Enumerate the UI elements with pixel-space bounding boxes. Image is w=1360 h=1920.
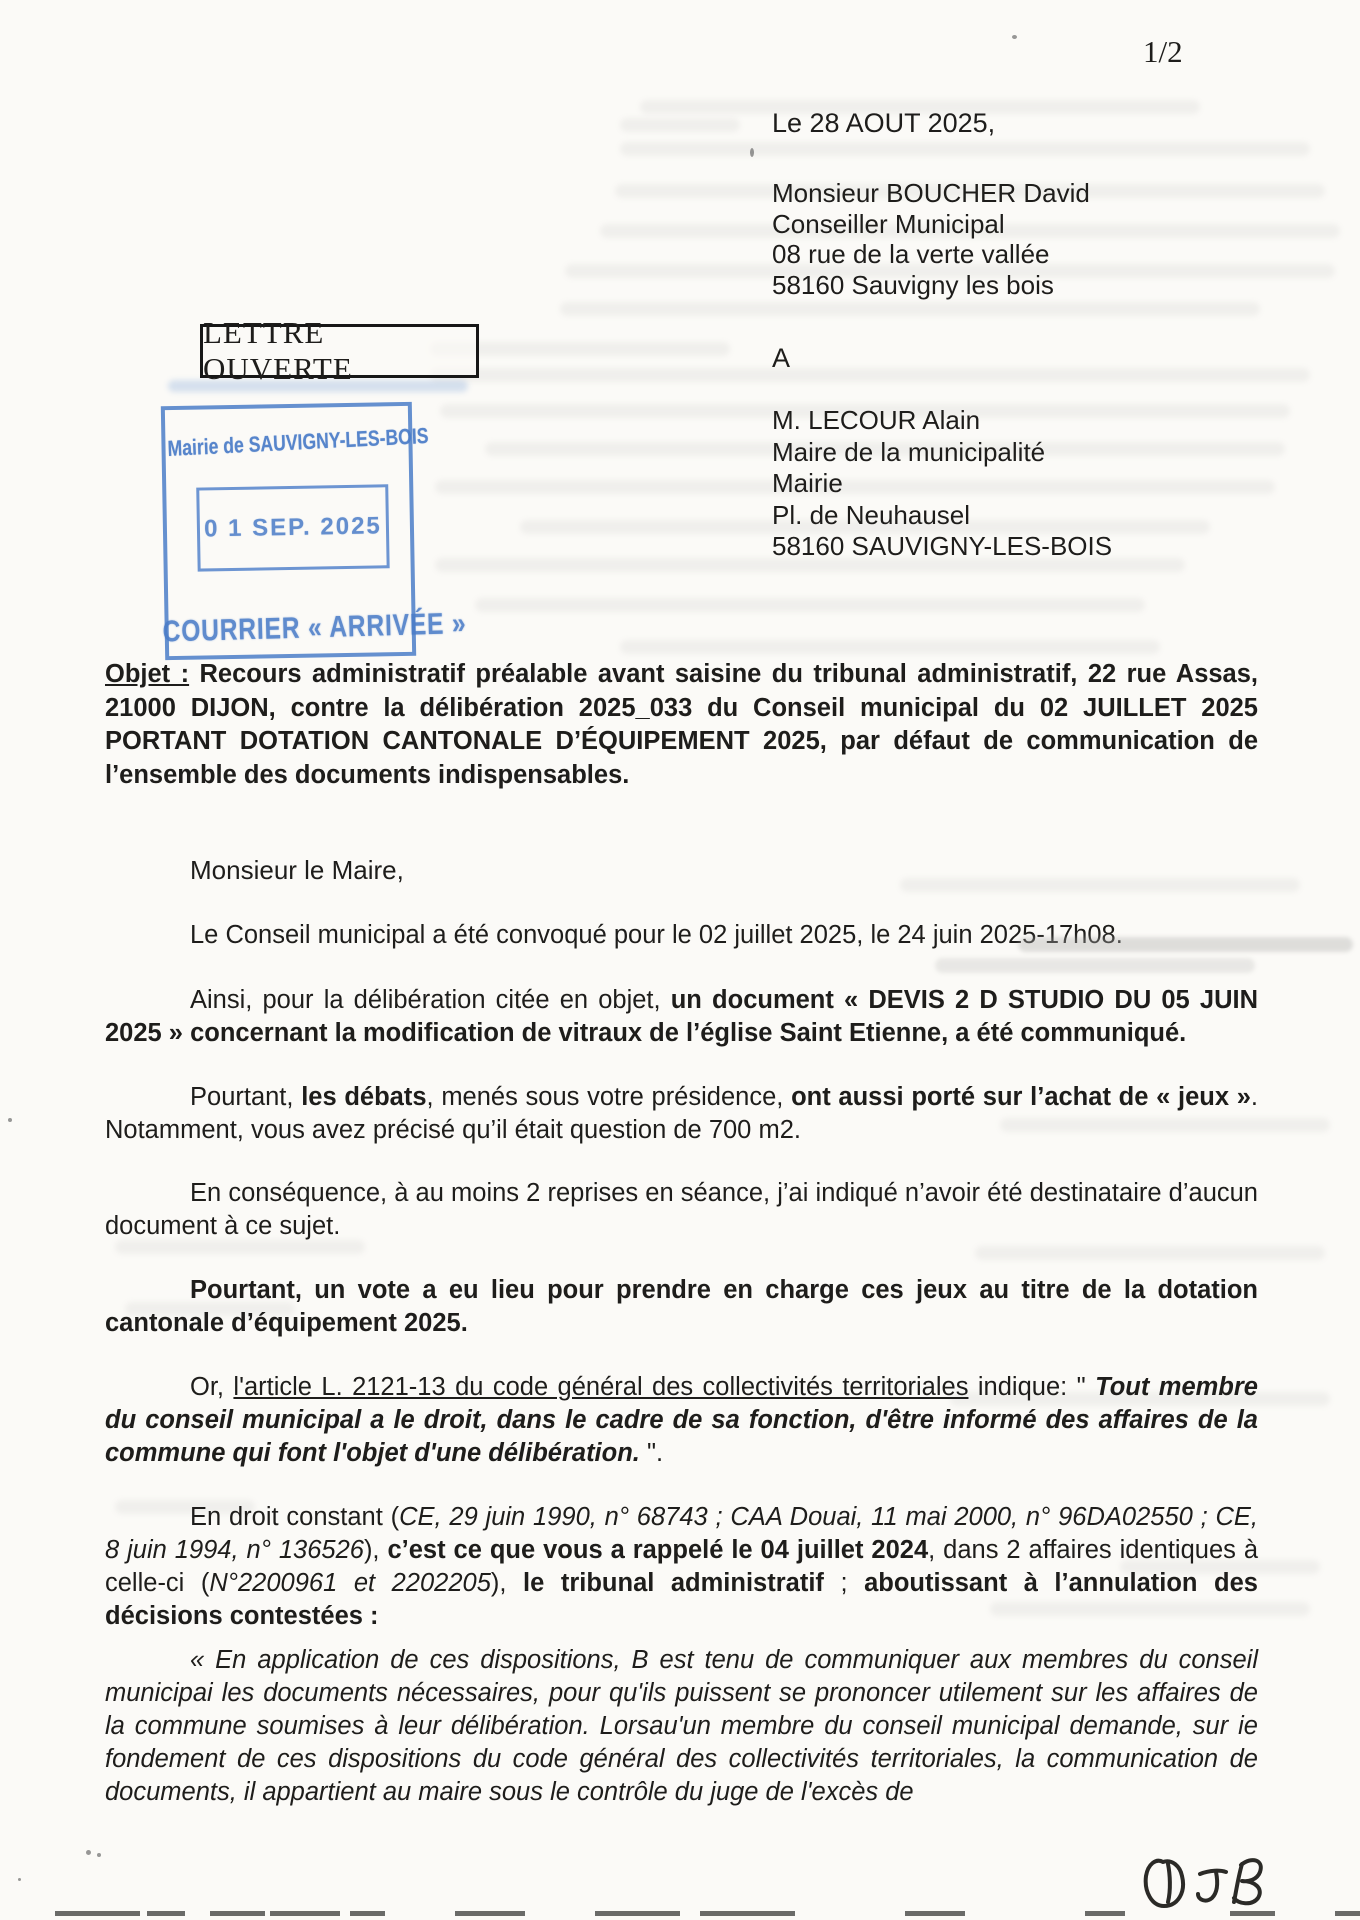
handwritten-initials <box>1138 1848 1308 1920</box>
recipient-street: Pl. de Neuhausel <box>772 499 971 530</box>
erasure-smudge <box>935 958 1255 973</box>
body-paragraph: Pourtant, les débats, menés sous votre présidence, ont aussi porté sur l’achat de « jeux ». Notamment, vous avez précisé qu’il était question de 700 m2. <box>105 1083 1258 1144</box>
recipient-heading: A <box>772 343 791 373</box>
body-paragraph: En conséquence, à au moins 2 reprises en séance, j’ai indiqué n’avoir été destinataire d’aucun document à ce sujet. <box>105 1179 1258 1240</box>
body-paragraph: En droit constant (CE, 29 juin 1990, n° 68743 ; CAA Douai, 11 mai 2000, n° 96DA02550 ; CE, 8 juin 1994, n° 136526), c’est ce que vous a rappelé le 04 juillet 2024, dans 2 affaires identiques à celle-ci (N°2200961 et 2202205), le tribunal administratif ; aboutissant à l’annulation des décisions contestées : <box>105 1503 1258 1630</box>
letter-type-box <box>200 315 479 386</box>
body-paragraph: Le Conseil municipal a été convoqué pour le 02 juillet 2025, le 24 juin 2025-17h08. <box>190 921 1123 949</box>
sender-street: 08 rue de la verte vallée <box>772 239 1050 269</box>
salutation: Monsieur le Maire, <box>190 855 404 885</box>
arrival-stamp <box>161 402 467 660</box>
page-number: 1/2 <box>1143 34 1183 69</box>
sender-address-block <box>772 178 1090 300</box>
letter-date: Le 28 AOUT 2025, <box>772 108 996 138</box>
recipient-city: 58160 SAUVIGNY-LES-BOIS <box>772 531 1113 561</box>
sender-name: Monsieur BOUCHER David <box>772 178 1090 208</box>
sender-title: Conseiller Municipal <box>772 208 1005 239</box>
body-paragraph: Ainsi, pour la délibération citée en objet, un document « DEVIS 2 D STUDIO DU 05 JUIN 2025 » concernant la modification de vitraux de l’église Saint Etienne, a été communiqué. <box>105 986 1258 1047</box>
sender-city: 58160 Sauvigny les bois <box>772 269 1054 300</box>
recipient-address-block <box>772 405 1112 563</box>
stamp-date-box <box>196 484 389 571</box>
body-paragraph: Pourtant, un vote a eu lieu pour prendre en charge ces jeux au titre de la dotation cantonale d’équipement 2025. <box>105 1276 1258 1337</box>
stamp-date: 0 1 SEP. 2025 <box>203 512 383 543</box>
erasure-smudge <box>1018 937 1353 952</box>
letter-type-label: LETTRE OUVERTE <box>203 315 353 386</box>
stamp-town-line: Mairie de SAUVIGNY-LES-BOIS <box>167 422 429 462</box>
subject-paragraph: Objet : Recours administratif préalable avant saisine du tribunal administratif, 22 rue Assas, 21000 DIJON, contre la délibération 2025_033 du Conseil municipal du 02 JUILLET 2025 PORTANT DOTATION CANTONALE D’ÉQUIPEMENT 2025, par défaut de communication de l’ensemble des documents indispensables. <box>105 660 1259 789</box>
body-paragraph: Or, l'article L. 2121-13 du code général des collectivités territoriales indique: " Tout membre du conseil municipal a le droit, dans le cadre de sa fonction, d'être informé des affaires de la commune qui font l'objet d'une délibération. ". <box>105 1373 1258 1467</box>
body-paragraph: « En application de ces dispositions, B est tenu de communiquer aux membres du conseil municipai les documents nécessaires, pour qu'ils puissent se prononcer utilement sur les affaires de la commune soumises à leur délibération. Lorsau'un membre du conseil municipal demande, sur ie fondement de ces dispositions du code général des collectivités territoriales, la communication de documents, il appartient au maire sous le contrôle du juge de l'excès de <box>105 1646 1258 1806</box>
recipient-name: M. LECOUR Alain <box>772 405 981 435</box>
recipient-title: Maire de la municipalité <box>772 436 1046 467</box>
recipient-building: Mairie <box>772 468 843 498</box>
stamp-arrival-line: COURRIER « ARRIVÉE » <box>162 607 467 649</box>
